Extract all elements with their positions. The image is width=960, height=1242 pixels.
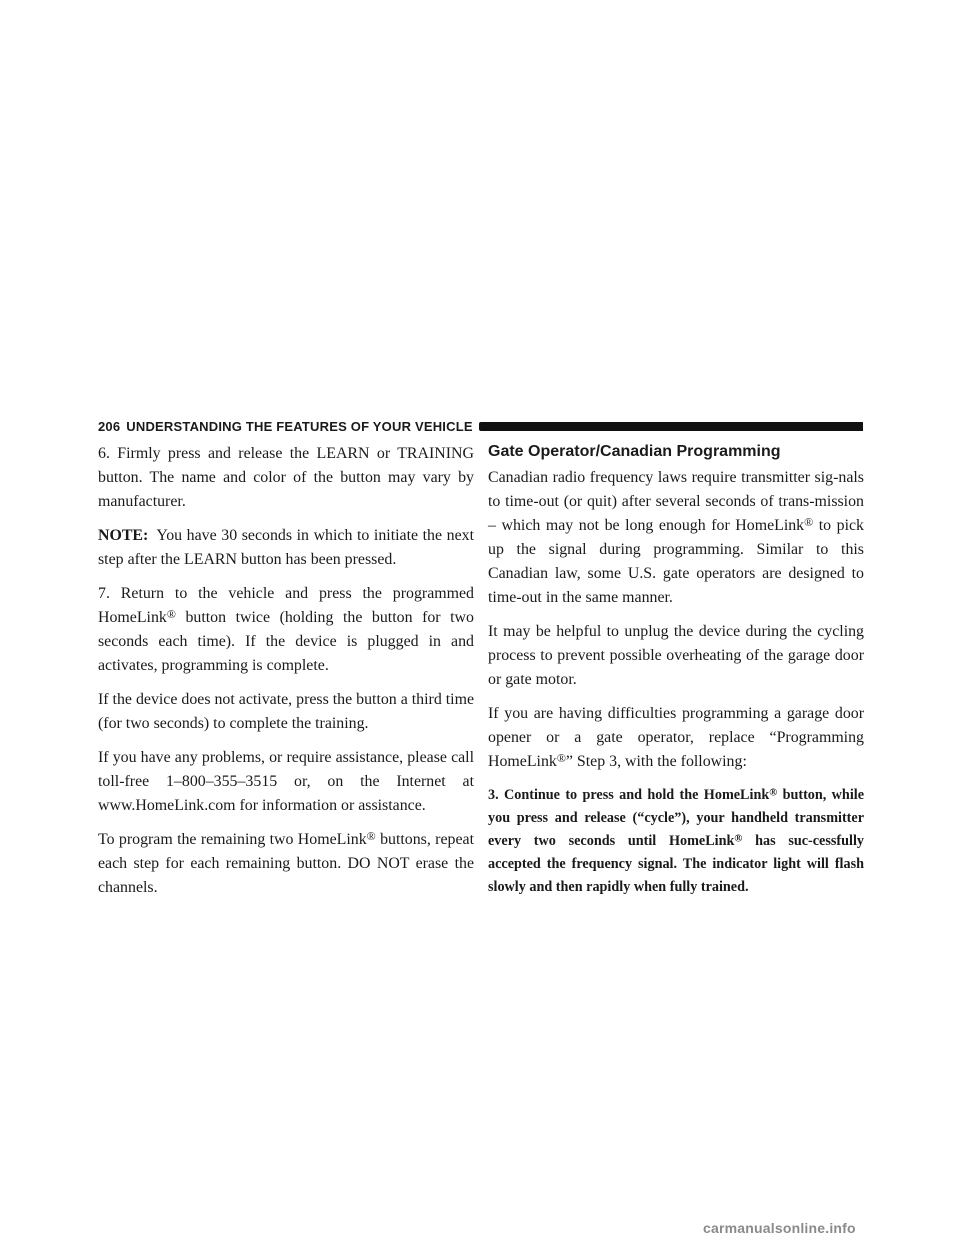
right-column bbox=[488, 442, 864, 909]
difficulty-text-b: ” Step 3, with the following: bbox=[565, 753, 747, 770]
registered-mark: ® bbox=[734, 833, 743, 845]
subheading: Gate Operator/Canadian Programming bbox=[488, 443, 781, 460]
step-3-paragraph bbox=[488, 784, 864, 899]
registered-mark: ® bbox=[804, 514, 814, 529]
registered-mark: ® bbox=[769, 787, 778, 799]
section-title: UNDERSTANDING THE FEATURES OF YOUR VEHICLE bbox=[126, 418, 473, 434]
note-label: NOTE: bbox=[98, 527, 149, 544]
registered-mark: ® bbox=[366, 828, 376, 843]
remaining-text-a: To program the remaining two HomeLink bbox=[98, 831, 367, 848]
registered-mark: ® bbox=[166, 606, 176, 621]
step-3-text-b: button, while you press and release (“cycle”), your handheld transmitter every two seconds until HomeLink bbox=[488, 787, 864, 849]
page-number: 206 bbox=[98, 418, 121, 434]
difficulty-text-a: If you are having difficulties programming a garage door opener or a gate operator, replace “Programming HomeLink bbox=[488, 705, 864, 770]
step-7-text-a: 7. Return to the vehicle and press the programmed HomeLink bbox=[98, 585, 474, 626]
header-rule bbox=[479, 422, 863, 431]
remaining-text-b: buttons, repeat each step for each remaining button. DO NOT erase the channels. bbox=[98, 831, 474, 896]
canadian-paragraph bbox=[488, 466, 864, 610]
page-header bbox=[98, 417, 863, 435]
third-press-paragraph: If the device does not activate, press the button a third time (for two seconds) to complete the training. bbox=[98, 691, 474, 732]
registered-mark: ® bbox=[556, 750, 566, 765]
canadian-text-a: Canadian radio frequency laws require transmitter sig-nals to time-out (or quit) after several seconds of trans-mission – which may not be long enough for HomeLink bbox=[488, 469, 864, 534]
note-text: You have 30 seconds in which to initiate the next step after the LEARN button has been pressed. bbox=[98, 527, 474, 568]
step-3-text-a: 3. Continue to press and hold the HomeLink bbox=[488, 787, 770, 803]
step-3-text-c: has suc-cessfully accepted the frequency signal. The indicator light will flash slowly and then rapidly when fully trained. bbox=[488, 833, 864, 895]
step-7-text-b: button twice (holding the button for two seconds each time). If the device is plugged in and activates, programming is complete. bbox=[98, 609, 474, 674]
note-paragraph bbox=[98, 524, 474, 572]
canadian-text-b: to pick up the signal during programming. Similar to this Canadian law, some U.S. gate operators are designed to time-out in the same manner. bbox=[488, 517, 864, 606]
difficulty-paragraph bbox=[488, 702, 864, 774]
unplug-paragraph: It may be helpful to unplug the device during the cycling process to prevent possible overheating of the garage door or gate motor. bbox=[488, 623, 864, 688]
step-6-paragraph: 6. Firmly press and release the LEARN or TRAINING button. The name and color of the button may vary by manufacturer. bbox=[98, 445, 474, 510]
remaining-buttons-paragraph bbox=[98, 828, 474, 900]
watermark: carmanualsonline.info bbox=[703, 1220, 856, 1236]
left-column bbox=[98, 442, 474, 910]
step-7-paragraph bbox=[98, 582, 474, 678]
help-paragraph: If you have any problems, or require assistance, please call toll-free 1–800–355–3515 or, on the Internet at www.HomeLink.com for information or assistance. bbox=[98, 749, 474, 814]
